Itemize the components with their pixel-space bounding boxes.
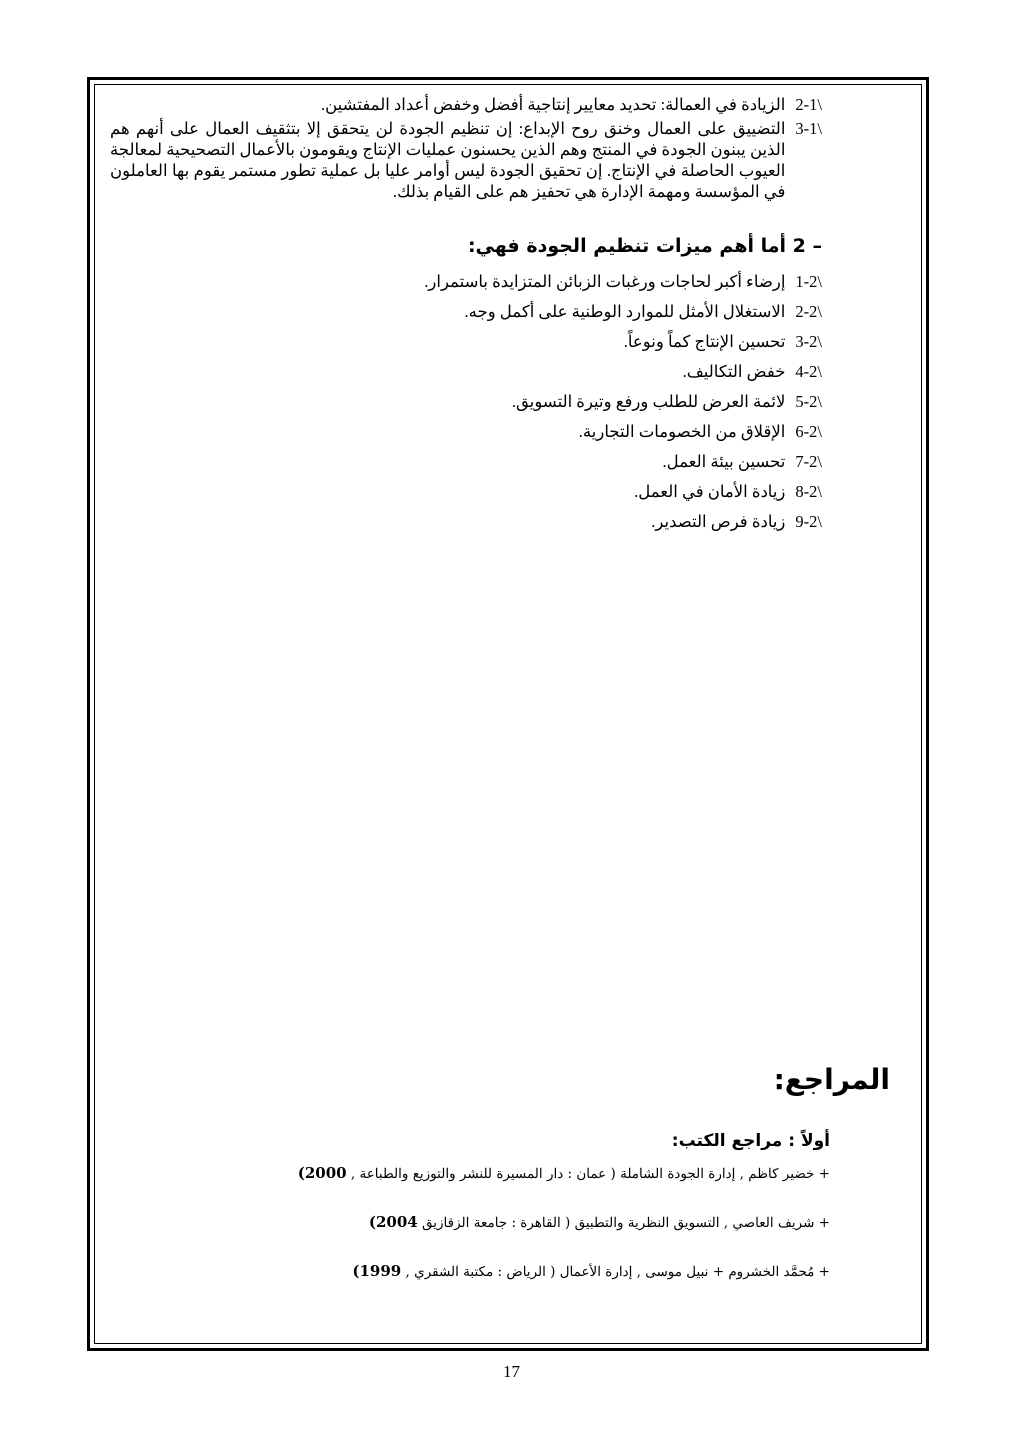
item-number: 3-2\ <box>795 332 822 351</box>
item-text: لائمة العرض للطلب ورفع وتيرة التسويق. <box>511 392 786 411</box>
list-item <box>110 420 822 444</box>
section-title: أما أهم ميزات تنظيم الجودة فهي: <box>467 235 787 257</box>
item-text: الاستغلال الأمثل للموارد الوطنية على أكمل وجه. <box>464 302 786 321</box>
item-text: خفض التكاليف. <box>682 362 786 381</box>
item-text: زيادة فرص التصدير. <box>651 512 786 531</box>
reference-entry <box>110 1162 830 1185</box>
item-text: الزيادة في العمالة: تحديد معايير إنتاجية أفضل وخفض أعداد المفتشين. <box>320 95 786 114</box>
reference-year: 2000) <box>297 1164 347 1182</box>
item-text: إرضاء أكبر لحاجات ورغبات الزبائن المتزايدة باستمرار. <box>424 272 786 291</box>
books-subtitle: أولاً : مراجع الكتب: <box>671 1131 830 1151</box>
section-heading <box>110 232 822 260</box>
item-text: الإقلاق من الخصومات التجارية. <box>578 422 786 441</box>
features-list <box>110 270 822 534</box>
reference-entry <box>110 1211 830 1234</box>
item-number: 1-2\ <box>795 272 822 291</box>
item-number: 7-2\ <box>795 452 822 471</box>
reference-text: + شريف العاصي , التسويق النظرية والتطبيق ( القاهرة : جامعة الزقازيق <box>422 1215 830 1231</box>
reference-year: 1999) <box>352 1262 402 1280</box>
page-number: 17 <box>503 1362 520 1381</box>
item-number: 3-1\ <box>795 119 822 138</box>
item-number: 2-1\ <box>795 95 822 114</box>
page-content <box>110 94 822 540</box>
item-number: 5-2\ <box>795 392 822 411</box>
list-item <box>110 390 822 414</box>
reference-text: + مُحمَّد الخشروم + نبيل موسى , إدارة الأعمال ( الرياض : مكتبة الشقري , <box>405 1264 830 1280</box>
list-item <box>110 330 822 354</box>
item-number: 6-2\ <box>795 422 822 441</box>
list-item <box>110 300 822 324</box>
item-text: زيادة الأمان في العمل. <box>634 482 786 501</box>
item-number: 4-2\ <box>795 362 822 381</box>
section-number: 2 – <box>792 235 822 257</box>
list-item <box>110 270 822 294</box>
list-item <box>110 94 822 115</box>
item-text: التضييق على العمال وخنق روح الإبداع: إن تنظيم الجودة لن يتحقق إلا بتثقيف العمال على أنهم هم الذين يبنون الجودة في المنتج وهم الذين يحسنون عمليات الإنتاج ويقومون بالأعمال التصحيحية لمعالجة العيوب الحاصلة في الإنتاج. إن تحقيق الجودة ليس أوامر عليا بل عملية تطور مستمر يقوم بها العاملون في المؤسسة ومهمة الإدارة هي تحفيز هم على القيام بذلك. <box>110 119 786 201</box>
item-number: 8-2\ <box>795 482 822 501</box>
reference-year: 2004) <box>368 1213 418 1231</box>
continued-list <box>110 94 822 202</box>
item-text: تحسين الإنتاج كماً ونوعاً. <box>623 332 786 351</box>
list-item <box>110 480 822 504</box>
list-item <box>110 510 822 534</box>
reference-text: + خضير كاظم , إدارة الجودة الشاملة ( عمان : دار المسيرة للنشر والتوزيع والطباعة , <box>350 1166 830 1182</box>
item-number: 2-2\ <box>795 302 822 321</box>
reference-entry <box>110 1260 830 1283</box>
references-title: المراجع: <box>773 1063 890 1096</box>
item-text: تحسين بيئة العمل. <box>662 452 786 471</box>
list-item <box>110 118 822 202</box>
item-number: 9-2\ <box>795 512 822 531</box>
list-item <box>110 450 822 474</box>
references-section <box>110 1060 890 1283</box>
list-item <box>110 360 822 384</box>
